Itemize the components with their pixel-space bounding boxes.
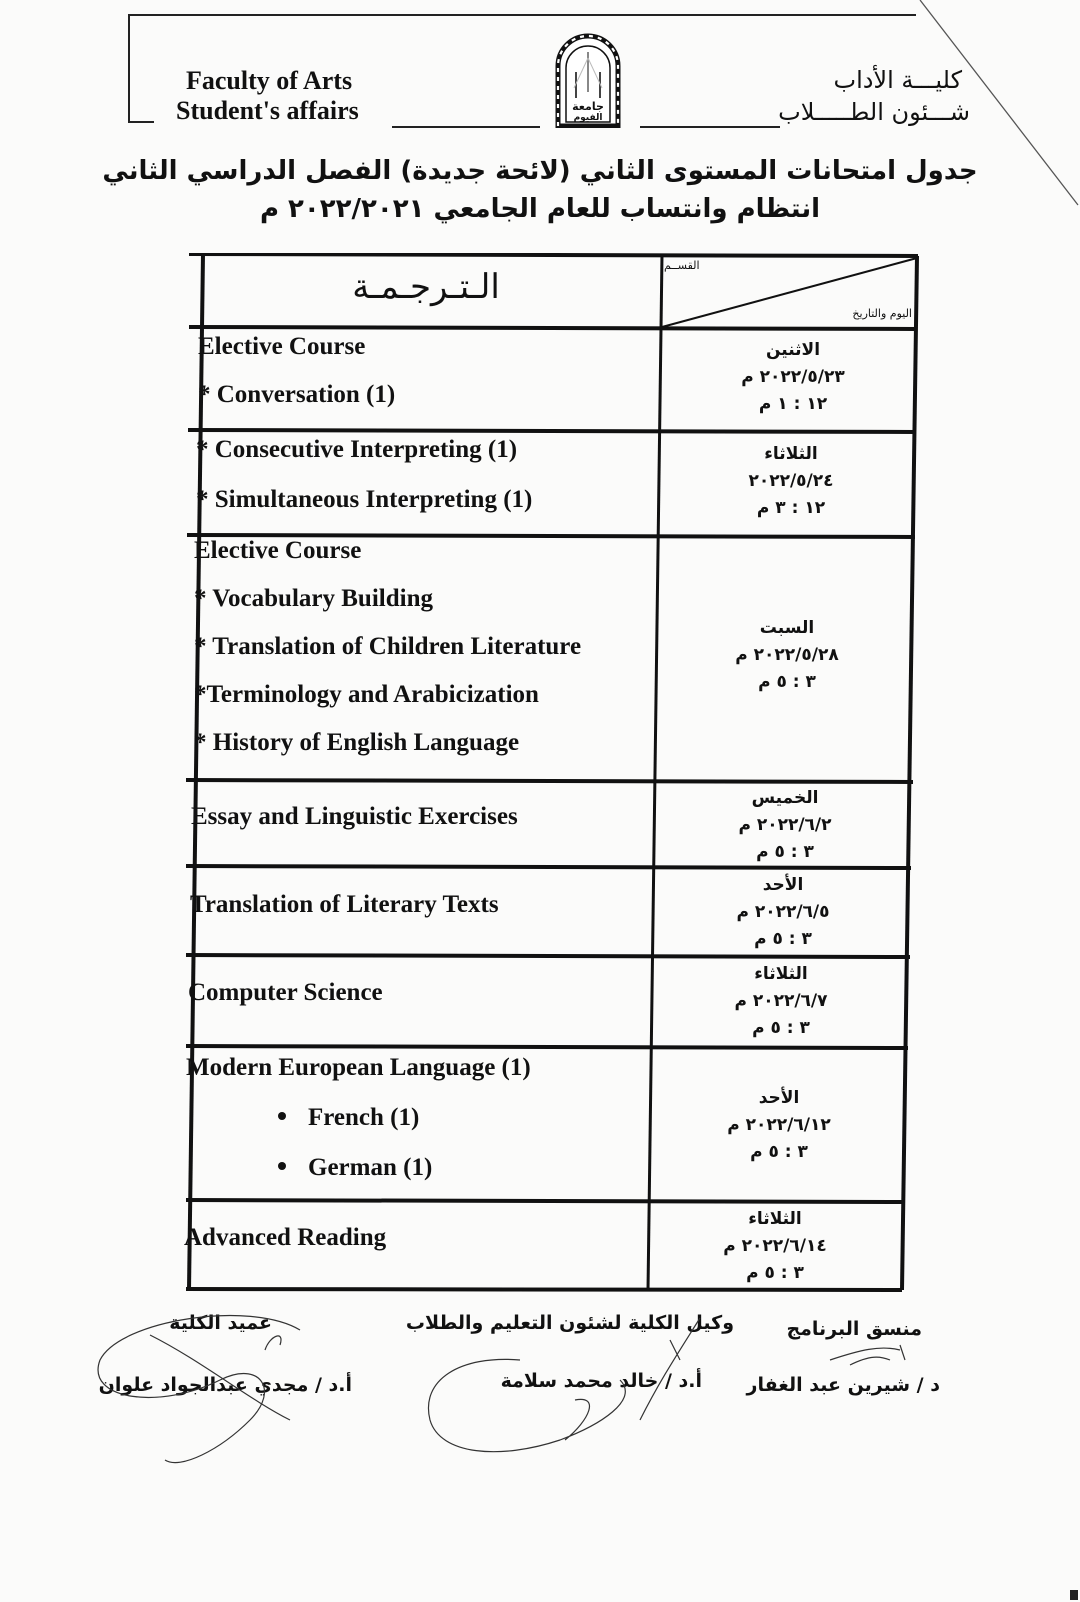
exam-day: الثلاثاء — [754, 964, 808, 984]
logo-text: جامعة — [572, 100, 604, 113]
exam-time: ٣ : ٥ م — [752, 1018, 810, 1038]
exam-time: ٣ : ٥ م — [756, 842, 814, 862]
corner-label-day-date: اليوم والتاريخ — [852, 307, 912, 320]
course-item: * Translation of Children Literature — [194, 633, 582, 660]
course-item: Advanced Reading — [184, 1224, 387, 1251]
schedule-title: جدول امتحانات المستوى الثاني (لائحة جديدة) الفصل الدراسي الثاني — [102, 156, 978, 186]
exam-day: الثلاثاء — [764, 444, 818, 464]
course-sub-item: French (1) — [186, 1093, 531, 1143]
signature-title-dean: عميد الكلية — [169, 1312, 272, 1334]
exam-date: ٢٠٢٢/٥/٢٣ م — [741, 367, 845, 387]
svg-text:الفيوم: الفيوم — [573, 113, 603, 123]
exam-time: ١٢ : ٣ م — [756, 498, 826, 518]
affairs-line-ar: شـــئون الطـــــلاب — [778, 98, 970, 126]
signature-scribble-coordinator — [830, 1345, 905, 1365]
course-item: * History of English Language — [194, 729, 520, 756]
exam-day: الأحد — [758, 1088, 800, 1108]
course-item: Modern European Language (1) — [186, 1054, 531, 1081]
course-item: * Conversation (1) — [198, 381, 396, 408]
course-item: *Terminology and Arabicization — [194, 681, 539, 708]
exam-date: ٢٠٢٢/٥/٢٨ م — [735, 645, 839, 665]
course-item: * Simultaneous Interpreting (1) — [196, 486, 533, 513]
exam-date: ٢٠٢٢/٦/٧ م — [734, 991, 828, 1011]
exam-time: ٣ : ٥ م — [746, 1263, 804, 1283]
exam-day: الثلاثاء — [748, 1209, 802, 1229]
signature-title-coordinator: منسق البرنامج — [786, 1318, 922, 1340]
exam-day: السبت — [759, 618, 815, 638]
signature-name-vice-dean: أ.د / خالد محمد سلامة — [500, 1370, 702, 1392]
course-item: Translation of Literary Texts — [190, 891, 499, 918]
exam-day: الخميس — [751, 788, 819, 808]
exam-time: ٣ : ٥ م — [758, 672, 816, 692]
course-sub-item: German (1) — [186, 1143, 531, 1193]
course-item: Computer Science — [188, 979, 383, 1006]
course-item: Essay and Linguistic Exercises — [191, 803, 518, 830]
exam-date: ٢٠٢٢/٦/٢ م — [738, 815, 832, 835]
signature-name-dean: أ.د / مجدي عبدالجواد علوان — [98, 1374, 352, 1396]
scan-edge-mark — [1070, 1590, 1078, 1600]
course-item: Elective Course — [194, 537, 362, 564]
exam-time: ١٢ : ١ م — [758, 394, 828, 414]
affairs-line: Student's affairs — [176, 96, 359, 125]
course-item: Elective Course — [198, 333, 366, 360]
signature-scribble-vice-dean — [428, 1318, 700, 1452]
exam-date: ٢٠٢٢/٦/٥ م — [736, 902, 830, 922]
exam-date: ٢٠٢٢/٦/١٢ م — [727, 1115, 831, 1135]
department-name: الـتـرجـمـة — [352, 267, 500, 307]
signature-name-coordinator: د / شيرين عبد الغفار — [746, 1374, 940, 1396]
course-item: * Vocabulary Building — [194, 585, 433, 612]
exam-day: الاثنين — [765, 340, 821, 360]
signature-title-vice-dean: وكيل الكلية لشئون التعليم والطلاب — [405, 1312, 734, 1334]
course-item: * Consecutive Interpreting (1) — [196, 436, 518, 463]
schedule-subtitle: انتظام وانتساب للعام الجامعي ٢٠٢٢/٢٠٢١ م — [259, 194, 821, 224]
exam-day: الأحد — [762, 875, 804, 895]
faculty-line: Faculty of Arts — [186, 66, 353, 95]
signature-scribble-dean — [98, 1316, 300, 1463]
faculty-line-ar: كليـــة الأداب — [833, 66, 962, 94]
corner-label-department: القســم — [664, 259, 700, 272]
exam-date: ٢٠٢٢/٦/١٤ م — [723, 1236, 827, 1256]
exam-time: ٣ : ٥ م — [750, 1142, 808, 1162]
exam-time: ٣ : ٥ م — [754, 929, 812, 949]
exam-date: ٢٠٢٢/٥/٢٤ — [748, 471, 834, 491]
